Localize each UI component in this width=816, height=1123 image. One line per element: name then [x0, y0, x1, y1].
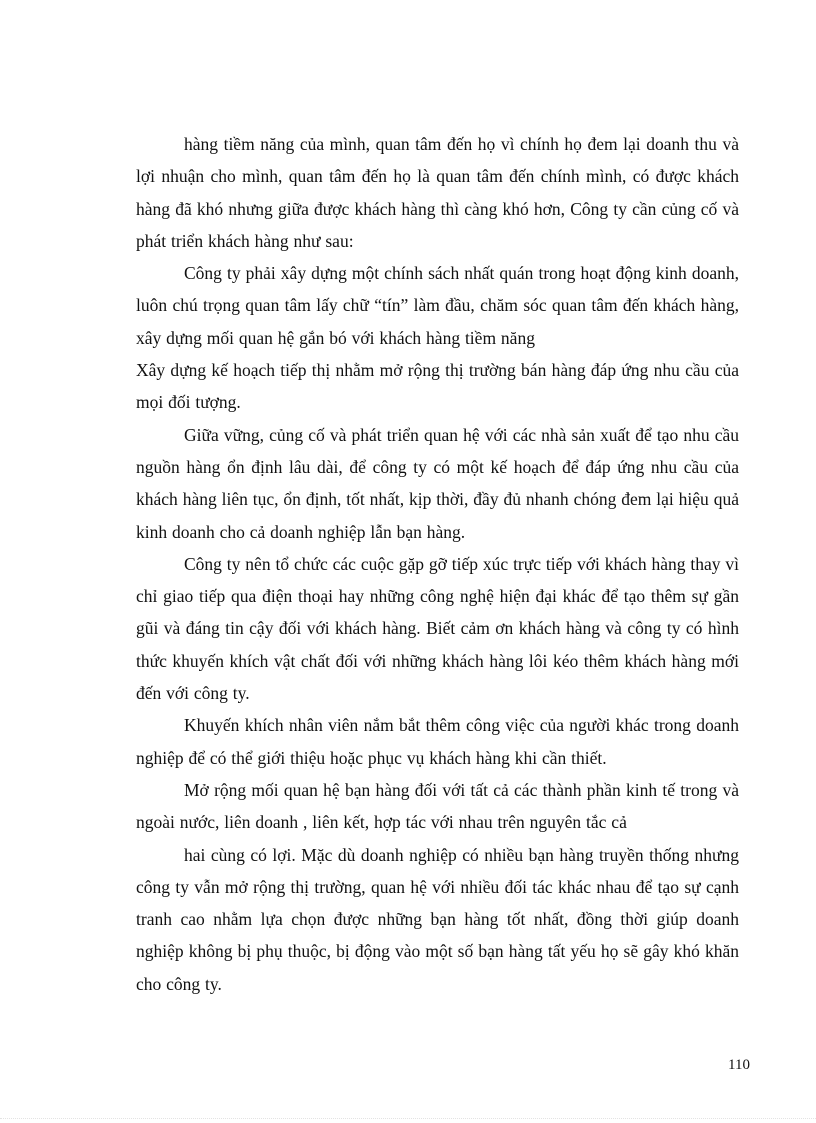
body-text	[136, 128, 739, 1000]
page-bottom-divider	[0, 1118, 816, 1119]
paragraph-supplier-relations: Giữa vững, củng cố và phát triển quan hệ với các nhà sản xuất để tạo nhu cầu nguồn hàng ổn định lâu dài, để công ty có một kế hoạch để đáp ứng nhu cầu của khách hàng liên tục, ổn định, tốt nhất, kịp thời, đầy đủ nhanh chóng đem lại hiệu quả kinh doanh cho cả doanh nghiệp lẫn bạn hàng.	[136, 424, 739, 542]
paragraph-consistent-policy: Công ty phải xây dựng một chính sách nhất quán trong hoạt động kinh doanh, luôn chú trọng quan tâm lấy chữ “tín” làm đầu, chăm sóc quan tâm đến khách hàng, xây dựng mối quan hệ gắn bó với khách hàng tiềm năng	[136, 263, 739, 348]
paragraph-expand-partners: Mở rộng mối quan hệ bạn hàng đối với tất cả các thành phần kinh tế trong và ngoài nước, liên doanh , liên kết, hợp tác với nhau trên nguyên tắc cả	[136, 779, 739, 833]
paragraph-staff-encouragement: Khuyến khích nhân viên nắm bắt thêm công việc của người khác trong doanh nghiệp để có thể giới thiệu hoặc phục vụ khách hàng khi cần thiết.	[136, 715, 739, 768]
paragraph-mutual-benefit: hai cùng có lợi. Mặc dù doanh nghiệp có nhiều bạn hàng truyền thống nhưng công ty vẫn mở rộng thị trường, quan hệ với nhiều đối tác khác nhau để tạo sự cạnh tranh cao nhằm lựa chọn được những bạn hàng tốt nhất, đồng thời giúp doanh nghiệp không bị phụ thuộc, bị động vào một số bạn hàng tất yếu họ sẽ gây khó khăn cho công ty.	[136, 844, 739, 994]
paragraph-marketing-plan: Xây dựng kế hoạch tiếp thị nhằm mở rộng thị trường bán hàng đáp ứng nhu cầu của mọi đối tượng.	[136, 360, 739, 413]
paragraph-customer-care-intro: hàng tiềm năng của mình, quan tâm đến họ vì chính họ đem lại doanh thu và lợi nhuận cho mình, quan tâm đến họ là quan tâm đến chính mình, có được khách hàng đã khó nhưng giữa được khách hàng thì càng khó hơn, Công ty cần củng cố và phát triển khách hàng như sau:	[136, 134, 739, 251]
paragraph-customer-meetings: Công ty nên tổ chức các cuộc gặp gỡ tiếp xúc trực tiếp với khách hàng thay vì chỉ giao tiếp qua điện thoại hay những công nghệ hiện đại khác để tạo thêm sự gần gũi và đáng tin cậy đối với khách hàng. Biết cảm ơn khách hàng và công ty có hình thức khuyến khích vật chất đối với những khách hàng lôi kéo thêm khách hàng mới đến với công ty.	[136, 553, 739, 704]
page-number: 110	[728, 1057, 750, 1073]
